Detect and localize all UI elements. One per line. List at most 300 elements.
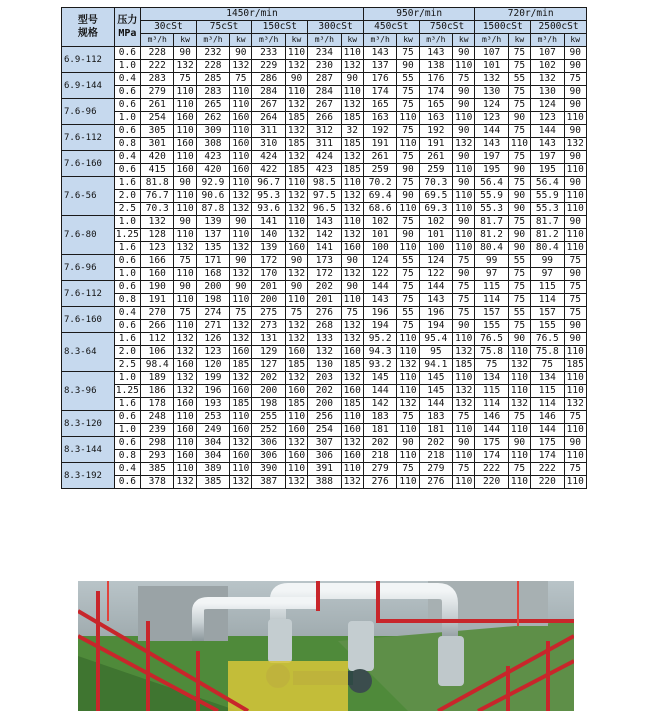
flow-cell: 222	[141, 60, 174, 73]
power-cell: 132	[230, 333, 252, 346]
flow-cell: 155	[475, 320, 508, 333]
flow-cell: 168	[196, 268, 229, 281]
power-cell: 132	[230, 320, 252, 333]
pressure-cell: 0.6	[114, 47, 140, 60]
power-cell: 110	[341, 294, 363, 307]
power-cell: 55	[508, 73, 530, 86]
power-unit-header: kw	[564, 34, 587, 47]
power-cell: 90	[508, 333, 530, 346]
flow-cell: 69.3	[419, 203, 452, 216]
flow-cell: 197	[531, 151, 564, 164]
flow-cell: 271	[196, 320, 229, 333]
power-cell: 160	[341, 346, 363, 359]
power-cell: 75	[508, 463, 530, 476]
pressure-cell: 0.8	[114, 138, 140, 151]
flow-cell: 202	[252, 372, 285, 385]
flow-cell: 279	[419, 463, 452, 476]
flow-cell: 285	[196, 73, 229, 86]
flow-cell: 145	[363, 372, 396, 385]
flow-cell: 279	[363, 463, 396, 476]
table-row	[62, 268, 587, 281]
flow-cell: 193	[196, 398, 229, 411]
flow-cell: 261	[419, 151, 452, 164]
power-cell: 90	[564, 60, 587, 73]
flow-cell: 220	[531, 476, 564, 489]
flow-cell: 200	[196, 281, 229, 294]
power-cell: 160	[174, 164, 196, 177]
pressure-cell: 2.0	[114, 190, 140, 203]
pressure-cell: 2.5	[114, 359, 140, 372]
flow-cell: 194	[419, 320, 452, 333]
flow-cell: 306	[252, 437, 285, 450]
power-cell: 185	[230, 398, 252, 411]
power-cell: 132	[508, 359, 530, 372]
power-cell: 32	[341, 125, 363, 138]
flow-cell: 305	[141, 125, 174, 138]
power-cell: 160	[230, 385, 252, 398]
flow-cell: 192	[363, 125, 396, 138]
pressure-cell: 0.8	[114, 294, 140, 307]
power-cell: 75	[508, 268, 530, 281]
power-cell: 160	[341, 385, 363, 398]
flow-cell: 124	[419, 255, 452, 268]
flow-cell: 144	[531, 424, 564, 437]
flow-cell: 127	[252, 359, 285, 372]
power-cell: 185	[453, 359, 475, 372]
power-cell: 90	[453, 47, 475, 60]
power-cell: 132	[341, 151, 363, 164]
flow-cell: 143	[475, 138, 508, 151]
power-cell: 90	[508, 229, 530, 242]
flow-cell: 95.4	[419, 333, 452, 346]
flow-cell: 76.7	[141, 190, 174, 203]
flow-cell: 69.4	[363, 190, 396, 203]
flow-cell: 76.5	[475, 333, 508, 346]
flow-cell: 99	[475, 255, 508, 268]
flow-cell: 202	[363, 437, 396, 450]
pressure-cell: 0.6	[114, 255, 140, 268]
flow-unit-header: m³/h	[531, 34, 564, 47]
table-row	[62, 86, 587, 99]
flow-cell: 195	[531, 164, 564, 177]
power-cell: 90	[508, 164, 530, 177]
flow-cell: 144	[475, 125, 508, 138]
flow-cell: 145	[419, 385, 452, 398]
power-cell: 75	[508, 216, 530, 229]
flow-cell: 276	[363, 476, 396, 489]
flow-cell: 261	[363, 151, 396, 164]
power-unit-header: kw	[453, 34, 475, 47]
flow-cell: 178	[141, 398, 174, 411]
flow-cell: 56.4	[531, 177, 564, 190]
power-cell: 132	[341, 372, 363, 385]
flow-cell: 197	[475, 151, 508, 164]
power-cell: 185	[341, 164, 363, 177]
power-cell: 160	[230, 164, 252, 177]
flow-cell: 262	[196, 112, 229, 125]
power-cell: 110	[508, 424, 530, 437]
power-cell: 110	[453, 203, 475, 216]
flow-cell: 312	[308, 125, 341, 138]
flow-cell: 144	[475, 424, 508, 437]
table-row	[62, 411, 587, 424]
flow-cell: 70.3	[141, 203, 174, 216]
power-cell: 110	[564, 229, 587, 242]
power-cell: 110	[397, 138, 419, 151]
power-cell: 110	[453, 190, 475, 203]
pressure-cell: 2.0	[114, 346, 140, 359]
power-unit-header: kw	[508, 34, 530, 47]
flow-cell: 203	[308, 372, 341, 385]
power-cell: 90	[564, 268, 587, 281]
flow-cell: 239	[141, 424, 174, 437]
flow-cell: 253	[196, 411, 229, 424]
pressure-cell: 0.6	[114, 476, 140, 489]
flow-cell: 165	[363, 99, 396, 112]
pressure-cell: 0.4	[114, 73, 140, 86]
power-cell: 132	[453, 385, 475, 398]
power-cell: 110	[564, 385, 587, 398]
flow-cell: 55.3	[475, 203, 508, 216]
power-cell: 110	[564, 242, 587, 255]
power-cell: 110	[564, 112, 587, 125]
power-cell: 90	[174, 216, 196, 229]
flow-cell: 131	[252, 333, 285, 346]
power-cell: 132	[285, 437, 307, 450]
flow-cell: 200	[308, 398, 341, 411]
power-cell: 75	[453, 307, 475, 320]
power-cell: 90	[564, 125, 587, 138]
flow-cell: 415	[141, 164, 174, 177]
table-row	[62, 463, 587, 476]
power-cell: 90	[453, 437, 475, 450]
flow-cell: 275	[252, 307, 285, 320]
flow-cell: 389	[196, 463, 229, 476]
power-cell: 132	[285, 99, 307, 112]
power-cell: 110	[341, 216, 363, 229]
power-cell: 75	[230, 307, 252, 320]
table-row	[62, 190, 587, 203]
power-cell: 160	[285, 424, 307, 437]
model-cell: 7.6-80	[62, 216, 115, 255]
model-cell: 7.6-96	[62, 255, 115, 281]
power-unit-header: kw	[341, 34, 363, 47]
flow-cell: 181	[363, 424, 396, 437]
power-cell: 185	[285, 138, 307, 151]
power-cell: 160	[285, 242, 307, 255]
flow-cell: 191	[141, 294, 174, 307]
power-cell: 132	[397, 398, 419, 411]
flow-cell: 97	[531, 268, 564, 281]
power-cell: 75	[564, 307, 587, 320]
flow-cell: 81.7	[475, 216, 508, 229]
power-cell: 132	[174, 372, 196, 385]
power-cell: 160	[230, 112, 252, 125]
flow-cell: 87.8	[196, 203, 229, 216]
flow-cell: 115	[475, 385, 508, 398]
flow-cell: 126	[196, 333, 229, 346]
model-cell: 6.9-144	[62, 73, 115, 99]
flow-cell: 124	[475, 99, 508, 112]
flow-cell: 259	[363, 164, 396, 177]
table-row	[62, 333, 587, 346]
power-cell: 90	[285, 255, 307, 268]
power-cell: 132	[508, 398, 530, 411]
power-cell: 160	[174, 138, 196, 151]
table-row	[62, 203, 587, 216]
flow-cell: 92.9	[196, 177, 229, 190]
table-row	[62, 255, 587, 268]
pressure-cell: 0.6	[114, 164, 140, 177]
flow-cell: 190	[141, 281, 174, 294]
flow-cell: 95.3	[252, 190, 285, 203]
flow-cell: 174	[531, 450, 564, 463]
power-cell: 110	[564, 346, 587, 359]
flow-cell: 265	[196, 99, 229, 112]
power-cell: 110	[174, 411, 196, 424]
table-row	[62, 125, 587, 138]
flow-cell: 133	[308, 333, 341, 346]
flow-cell: 256	[308, 411, 341, 424]
model-cell: 8.3-192	[62, 463, 115, 489]
flow-cell: 81.8	[141, 177, 174, 190]
power-cell: 110	[230, 86, 252, 99]
power-cell: 132	[230, 476, 252, 489]
flow-cell: 261	[141, 99, 174, 112]
power-cell: 132	[564, 138, 587, 151]
power-cell: 90	[341, 281, 363, 294]
flow-cell: 196	[196, 385, 229, 398]
flow-cell: 112	[141, 333, 174, 346]
flow-cell: 114	[531, 294, 564, 307]
power-cell: 75	[397, 411, 419, 424]
flow-cell: 196	[419, 307, 452, 320]
table-row	[62, 164, 587, 177]
viscosity-header-row	[62, 21, 587, 34]
power-cell: 132	[230, 203, 252, 216]
flow-cell: 307	[308, 437, 341, 450]
unit-header-row	[62, 34, 587, 47]
flow-cell: 229	[252, 60, 285, 73]
power-cell: 132	[285, 60, 307, 73]
table-row	[62, 112, 587, 125]
power-unit-header: kw	[174, 34, 196, 47]
power-cell: 132	[174, 385, 196, 398]
power-cell: 75	[397, 294, 419, 307]
power-cell: 75	[397, 281, 419, 294]
power-cell: 75	[397, 320, 419, 333]
flow-cell: 270	[141, 307, 174, 320]
flow-cell: 122	[363, 268, 396, 281]
flow-cell: 173	[308, 255, 341, 268]
flow-cell: 195	[475, 164, 508, 177]
power-cell: 132	[341, 476, 363, 489]
power-cell: 75	[564, 255, 587, 268]
flow-cell: 304	[196, 437, 229, 450]
model-cell: 8.3-64	[62, 333, 115, 372]
power-cell: 110	[341, 411, 363, 424]
power-cell: 160	[174, 398, 196, 411]
flow-cell: 163	[363, 112, 396, 125]
flow-cell: 132	[141, 216, 174, 229]
power-cell: 110	[453, 112, 475, 125]
power-cell: 90	[508, 203, 530, 216]
flow-cell: 101	[419, 229, 452, 242]
power-cell: 110	[453, 424, 475, 437]
flow-cell: 107	[531, 47, 564, 60]
power-cell: 110	[285, 411, 307, 424]
table-row	[62, 346, 587, 359]
power-cell: 75	[397, 463, 419, 476]
speed-header-1450: 1450r/min	[141, 8, 364, 21]
power-cell: 132	[285, 372, 307, 385]
flow-cell: 142	[308, 229, 341, 242]
table-row	[62, 281, 587, 294]
power-cell: 110	[564, 450, 587, 463]
power-cell: 110	[508, 476, 530, 489]
flow-cell: 70.2	[363, 177, 396, 190]
power-cell: 75	[508, 99, 530, 112]
power-cell: 110	[564, 190, 587, 203]
power-cell: 132	[230, 372, 252, 385]
power-cell: 132	[341, 320, 363, 333]
table-row	[62, 307, 587, 320]
flow-cell: 175	[475, 437, 508, 450]
flow-cell: 276	[308, 307, 341, 320]
power-cell: 90	[564, 320, 587, 333]
power-cell: 110	[453, 229, 475, 242]
pressure-cell: 1.0	[114, 60, 140, 73]
power-cell: 132	[453, 398, 475, 411]
table-row	[62, 372, 587, 385]
power-cell: 185	[285, 359, 307, 372]
power-cell: 110	[285, 463, 307, 476]
power-cell: 90	[453, 86, 475, 99]
power-cell: 90	[453, 320, 475, 333]
power-cell: 132	[341, 203, 363, 216]
power-cell: 185	[285, 398, 307, 411]
flow-cell: 311	[308, 138, 341, 151]
flow-cell: 134	[475, 372, 508, 385]
model-cell: 8.3-120	[62, 411, 115, 437]
power-cell: 90	[174, 47, 196, 60]
power-cell: 90	[564, 437, 587, 450]
flow-cell: 137	[196, 229, 229, 242]
flow-cell: 98.5	[308, 177, 341, 190]
flow-cell: 248	[141, 411, 174, 424]
power-cell: 160	[285, 450, 307, 463]
flow-cell: 114	[531, 398, 564, 411]
flow-cell: 183	[363, 411, 396, 424]
model-cell: 7.6-112	[62, 125, 115, 151]
power-cell: 160	[230, 450, 252, 463]
viscosity-header: 750cSt	[419, 21, 475, 34]
flow-cell: 76.5	[531, 333, 564, 346]
power-cell: 185	[230, 359, 252, 372]
power-cell: 110	[397, 476, 419, 489]
pressure-cell: 1.6	[114, 333, 140, 346]
flow-cell: 264	[252, 112, 285, 125]
power-cell: 110	[564, 164, 587, 177]
flow-cell: 259	[419, 164, 452, 177]
flow-cell: 287	[308, 73, 341, 86]
power-cell: 90	[508, 437, 530, 450]
flow-cell: 122	[419, 268, 452, 281]
flow-cell: 192	[419, 125, 452, 138]
power-cell: 75	[508, 281, 530, 294]
flow-cell: 174	[363, 86, 396, 99]
viscosity-header: 150cSt	[252, 21, 308, 34]
pressure-cell: 0.6	[114, 411, 140, 424]
flow-cell: 309	[196, 125, 229, 138]
power-cell: 110	[508, 138, 530, 151]
power-cell: 75	[564, 411, 587, 424]
power-cell: 75	[174, 73, 196, 86]
model-cell: 8.3-96	[62, 372, 115, 411]
flow-cell: 135	[196, 242, 229, 255]
model-cell: 6.9-112	[62, 47, 115, 73]
flow-cell: 310	[252, 138, 285, 151]
flow-cell: 198	[196, 294, 229, 307]
table-row	[62, 47, 587, 60]
power-cell: 110	[397, 203, 419, 216]
flow-cell: 189	[141, 372, 174, 385]
power-cell: 132	[174, 60, 196, 73]
power-cell: 110	[230, 125, 252, 138]
flow-cell: 172	[308, 268, 341, 281]
flow-cell: 200	[252, 294, 285, 307]
power-cell: 90	[564, 86, 587, 99]
power-cell: 132	[230, 242, 252, 255]
viscosity-header: 450cSt	[363, 21, 419, 34]
model-cell: 7.6-112	[62, 281, 115, 307]
power-cell: 110	[174, 190, 196, 203]
flow-cell: 175	[531, 437, 564, 450]
flow-cell: 138	[419, 60, 452, 73]
flow-cell: 222	[531, 463, 564, 476]
flow-cell: 132	[308, 346, 341, 359]
flow-cell: 123	[531, 112, 564, 125]
flow-cell: 146	[531, 411, 564, 424]
power-cell: 110	[230, 463, 252, 476]
pressure-cell: 0.6	[114, 86, 140, 99]
power-cell: 110	[285, 47, 307, 60]
power-cell: 75	[397, 86, 419, 99]
power-cell: 110	[453, 476, 475, 489]
flow-cell: 141	[308, 242, 341, 255]
flow-unit-header: m³/h	[363, 34, 396, 47]
power-cell: 160	[341, 450, 363, 463]
flow-cell: 218	[363, 450, 396, 463]
power-cell: 110	[285, 177, 307, 190]
flow-cell: 114	[475, 294, 508, 307]
flow-cell: 423	[308, 164, 341, 177]
power-cell: 75	[564, 463, 587, 476]
power-cell: 75	[285, 307, 307, 320]
power-cell: 110	[174, 229, 196, 242]
flow-cell: 183	[419, 411, 452, 424]
flow-cell: 94.3	[363, 346, 396, 359]
flow-cell: 378	[141, 476, 174, 489]
flow-cell: 98.4	[141, 359, 174, 372]
model-column-header: 型号 规格	[62, 8, 115, 47]
power-cell: 90	[230, 216, 252, 229]
power-cell: 132	[174, 476, 196, 489]
flow-cell: 129	[252, 346, 285, 359]
power-cell: 132	[285, 229, 307, 242]
power-cell: 110	[285, 294, 307, 307]
pressure-cell: 0.4	[114, 307, 140, 320]
